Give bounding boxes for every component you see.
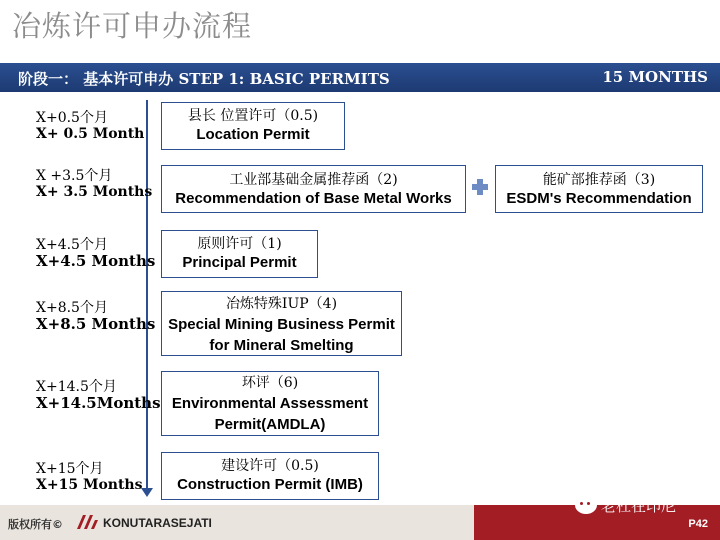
time-label: X+0.5个月 X+ 0.5 Month	[36, 110, 145, 143]
esdm-recommendation-box: 能矿部推荐函（3) ESDM's Recommendation	[495, 165, 703, 213]
time-label: X+4.5个月 X+4.5 Months	[36, 237, 156, 271]
company-logo-icon	[75, 513, 99, 531]
time-label: X+8.5个月 X+8.5 Months	[36, 300, 156, 334]
page-number: P42	[688, 518, 708, 530]
time-label: X +3.5个月 X+ 3.5 Months	[36, 168, 153, 201]
company-name: KONUTARASEJATI	[103, 516, 212, 530]
copyright-text: 版权所有©	[8, 518, 63, 531]
time-label: X+15个月 X+15 Months	[36, 461, 143, 494]
special-iup-box: 冶炼特殊IUP（4) Special Mining Business Permit for Mineral Smelting	[161, 291, 402, 356]
wechat-icon	[575, 496, 597, 514]
time-label: X+14.5个月 X+14.5Months	[36, 379, 161, 413]
step-banner	[0, 63, 720, 92]
principal-permit-box: 原则许可（1) Principal Permit	[161, 230, 318, 278]
timeline-line	[146, 100, 148, 492]
duration-label: 15 MONTHS	[602, 68, 708, 86]
base-metal-recommendation-box: 工业部基础金属推荐函（2) Recommendation of Base Metal Works	[161, 165, 466, 213]
plus-icon	[472, 179, 488, 195]
step-label: 阶段一： 基本许可申办 STEP 1: BASIC PERMITS	[18, 70, 390, 88]
page-title: 冶炼许可申办流程	[12, 9, 253, 43]
environmental-permit-box: 环评（6) Environmental Assessment Permit(AMDLA)	[161, 371, 379, 436]
watermark: 老杜在印尼	[575, 495, 676, 516]
location-permit-box: 县长 位置许可（0.5) Location Permit	[161, 102, 345, 150]
construction-permit-box: 建设许可（0.5) Construction Permit (IMB)	[161, 452, 379, 500]
